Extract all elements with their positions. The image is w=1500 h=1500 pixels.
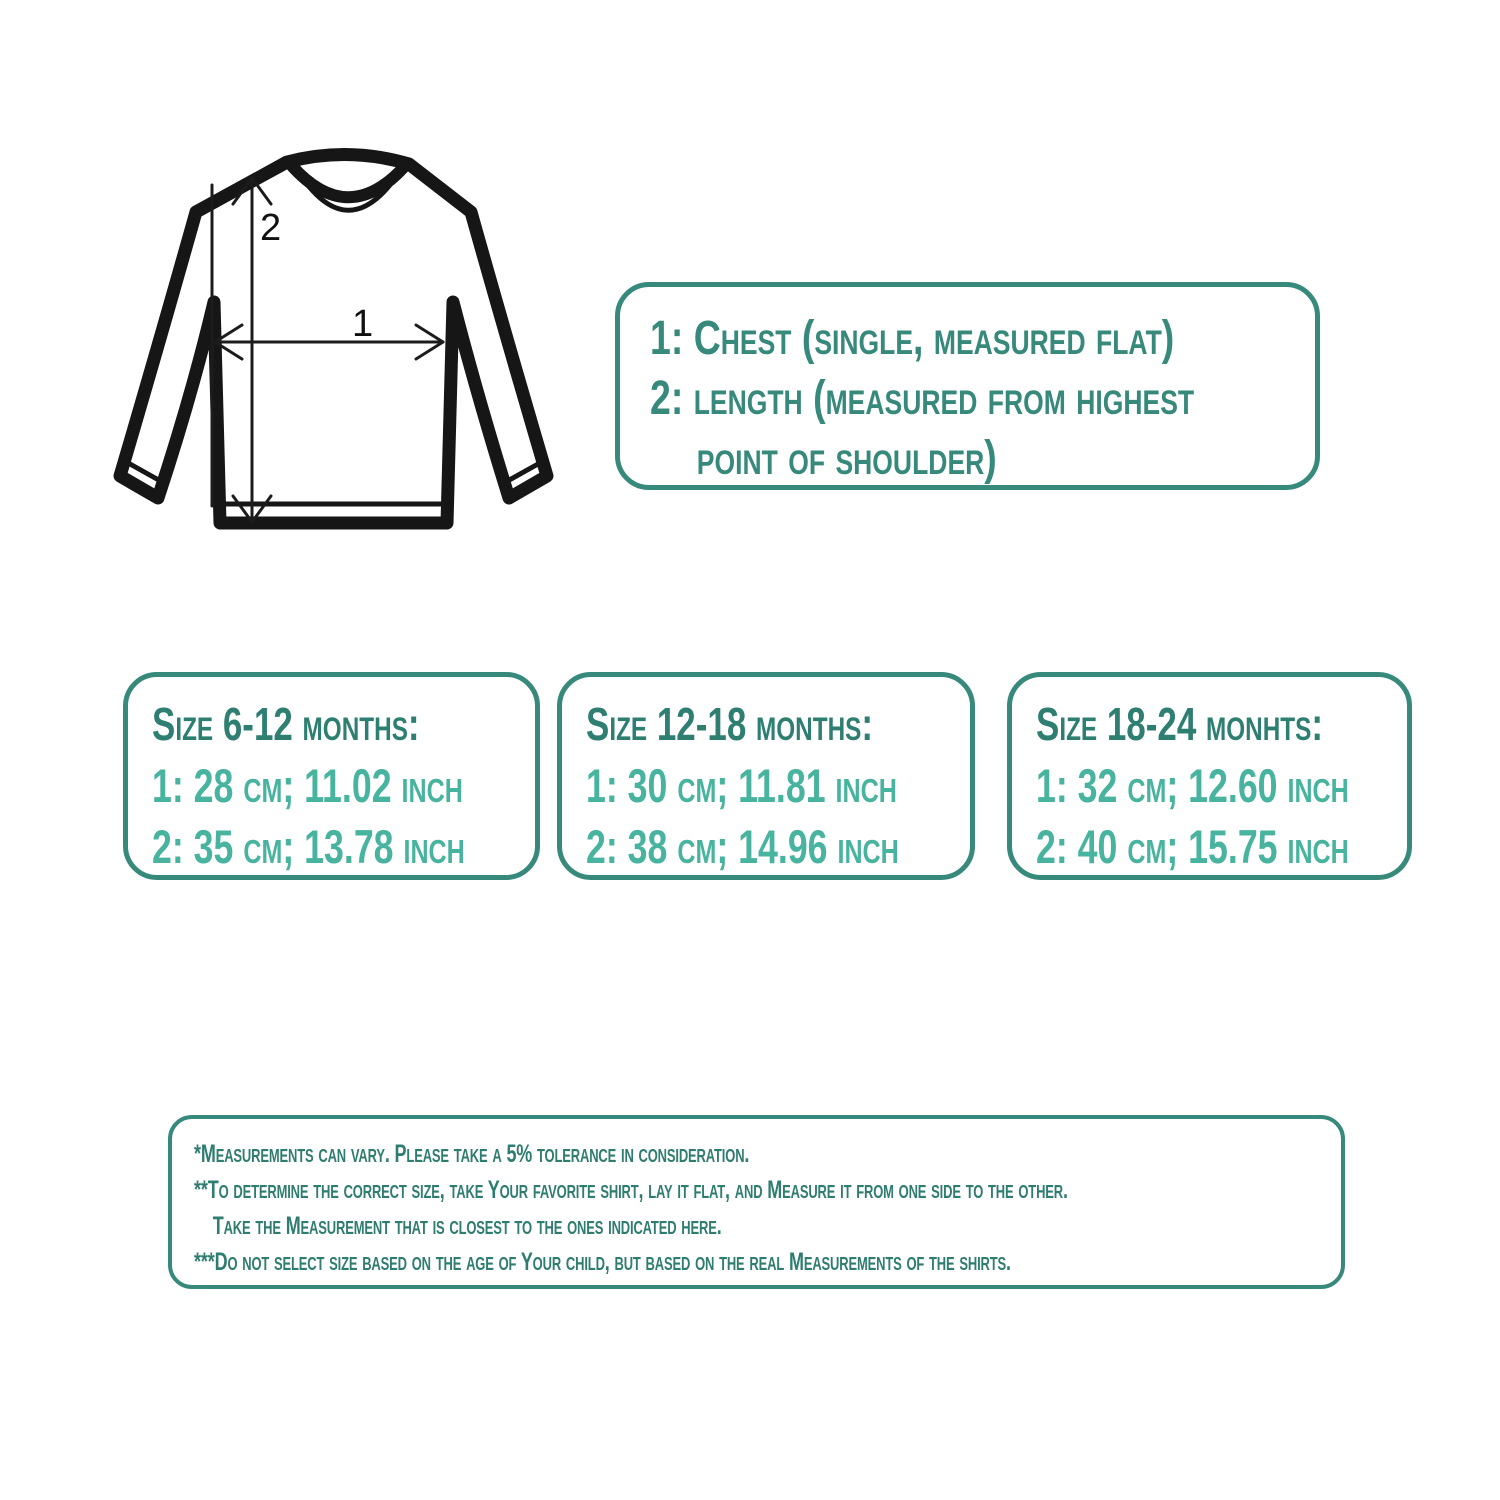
legend-box [615, 282, 1320, 490]
footnote-how-to-measure: **To determine the correct size, take Your favorite shirt, lay it flat, and Measure it from one side to the other. [194, 1176, 1068, 1204]
size-box-6-12-months [123, 672, 540, 880]
footnote-age-warning: ***Do not select size based on the age of Your child, but based on the real Measurements of the shirts. [194, 1248, 1011, 1276]
size-title: Size 6-12 months: [152, 698, 420, 750]
shirt-drawing-svg [100, 140, 580, 560]
footnote-tolerance: *Measurements can vary. Please take a 5% tolerance in consideration. [194, 1140, 750, 1168]
shirt-diagram [100, 140, 580, 560]
size-length-value: 2: 35 cm; 13.78 inch [152, 820, 465, 873]
size-box-18-24-months [1007, 672, 1412, 880]
size-title: Size 18-24 monhts: [1036, 698, 1324, 750]
length-arrow-number: 2 [260, 207, 282, 249]
footnote-how-to-measure-cont: Take the Measurement that is closest to the ones indicated here. [212, 1212, 722, 1240]
legend-line-length-cont: point of shoulder) [696, 432, 997, 485]
size-chest-value: 1: 32 cm; 12.60 inch [1036, 759, 1349, 812]
size-title: Size 12-18 months: [586, 698, 874, 750]
footnotes-box [168, 1115, 1345, 1289]
size-length-value: 2: 40 cm; 15.75 inch [1036, 820, 1349, 873]
chest-arrow-number: 1 [352, 303, 374, 345]
legend-line-length: 2: length (measured from highest [650, 372, 1195, 425]
shirt-outline [120, 154, 547, 523]
size-chest-value: 1: 28 cm; 11.02 inch [152, 759, 463, 812]
size-box-12-18-months [557, 672, 975, 880]
legend-line-chest: 1: Chest (single, measured flat) [650, 312, 1175, 365]
size-length-value: 2: 38 cm; 14.96 inch [586, 820, 899, 873]
size-chest-value: 1: 30 cm; 11.81 inch [586, 759, 897, 812]
